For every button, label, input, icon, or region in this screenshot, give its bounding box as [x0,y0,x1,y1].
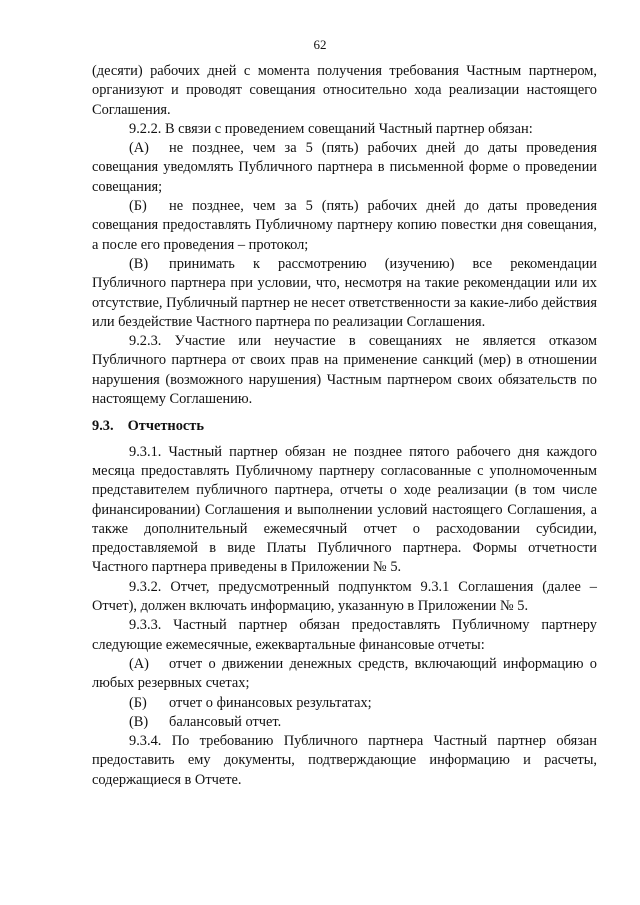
section-number: 9.3. [92,418,114,435]
section-title: Отчетность [127,418,204,435]
list-item [92,713,597,732]
paragraph: 9.3.1. Частный партнер обязан не позднее пятого рабочего дня каждого месяца предоставлять Публичному партнеру согласованные с уполномоченным представителем публичного партнера, отчеты о ходе реализации (в том числе финансировании) Соглашения и выполнении условий настоящего Соглашения, а также дополнительный ежемесячный отчет о расходовании субсидии, предоставляемой в виде Платы Публичного партнера. Формы отчетности Частного партнера приведены в Приложении № 5. [92,443,597,576]
list-item-text: не позднее, чем за 5 (пять) рабочих дней до даты проведения совещания уведомлять Публичного партнера в письменной форме о проведении совещания; [92,140,597,195]
paragraph: 9.3.4. По требованию Публичного партнера Частный партнер обязан предоставить ему документы, подтверждающие информацию и расчеты, содержащиеся в Отчете. [92,733,597,788]
list-marker: (А) [129,140,149,157]
list-marker: (А) [129,655,149,672]
list-marker: (Б) [129,198,147,215]
list-item [92,197,597,255]
paragraph: 9.2.3. Участие или неучастие в совещаниях не является отказом Публичного партнера от своих прав на применение санкций (мер) в отношении нарушения (возможного нарушения) Частным партнером своих обязательств по настоящему Соглашению. [92,333,597,408]
list-item [92,255,597,332]
list-item [92,655,597,694]
page-number: 62 [313,37,327,52]
list-marker: (Б) [129,694,147,711]
paragraph: 9.2.2. В связи с проведением совещаний Частный партнер обязан: [129,120,533,137]
list-item [92,694,597,713]
list-item-text: балансовый отчет. [169,713,282,730]
list-item-text: не позднее, чем за 5 (пять) рабочих дней до даты проведения совещания предоставлять Публичному партнеру копию повестки дня совещания, а после его проведения – протокол; [92,198,597,253]
list-marker: (В) [129,255,149,272]
paragraph: 9.3.3. Частный партнер обязан предоставлять Публичному партнеру следующие ежемесячные, ежеквартальные финансовые отчеты: [92,617,597,653]
list-marker: (В) [129,713,149,730]
list-item-text: отчет о движении денежных средств, включающий информацию о любых резервных счетах; [92,655,597,692]
paragraph: (десяти) рабочих дней с момента получения требования Частным партнером, организуют и проводят совещания относительно хода реализации настоящего Соглашения. [92,63,597,118]
section-heading [92,417,597,436]
list-item-text: отчет о финансовых результатах; [169,694,372,711]
list-item [92,139,597,197]
list-item-text: принимать к рассмотрению (изучению) все рекомендации Публичного партнера при условии, что, несмотря на такие рекомендации или их отсутствие, Публичный партнер не несет ответственности за какие-либо действия или бездействие Частного партнера по реализации Соглашения. [92,255,597,330]
paragraph: 9.3.2. Отчет, предусмотренный подпунктом 9.3.1 Соглашения (далее – Отчет), должен включать информацию, указанную в Приложении № 5. [92,578,597,615]
document-body [92,62,597,790]
